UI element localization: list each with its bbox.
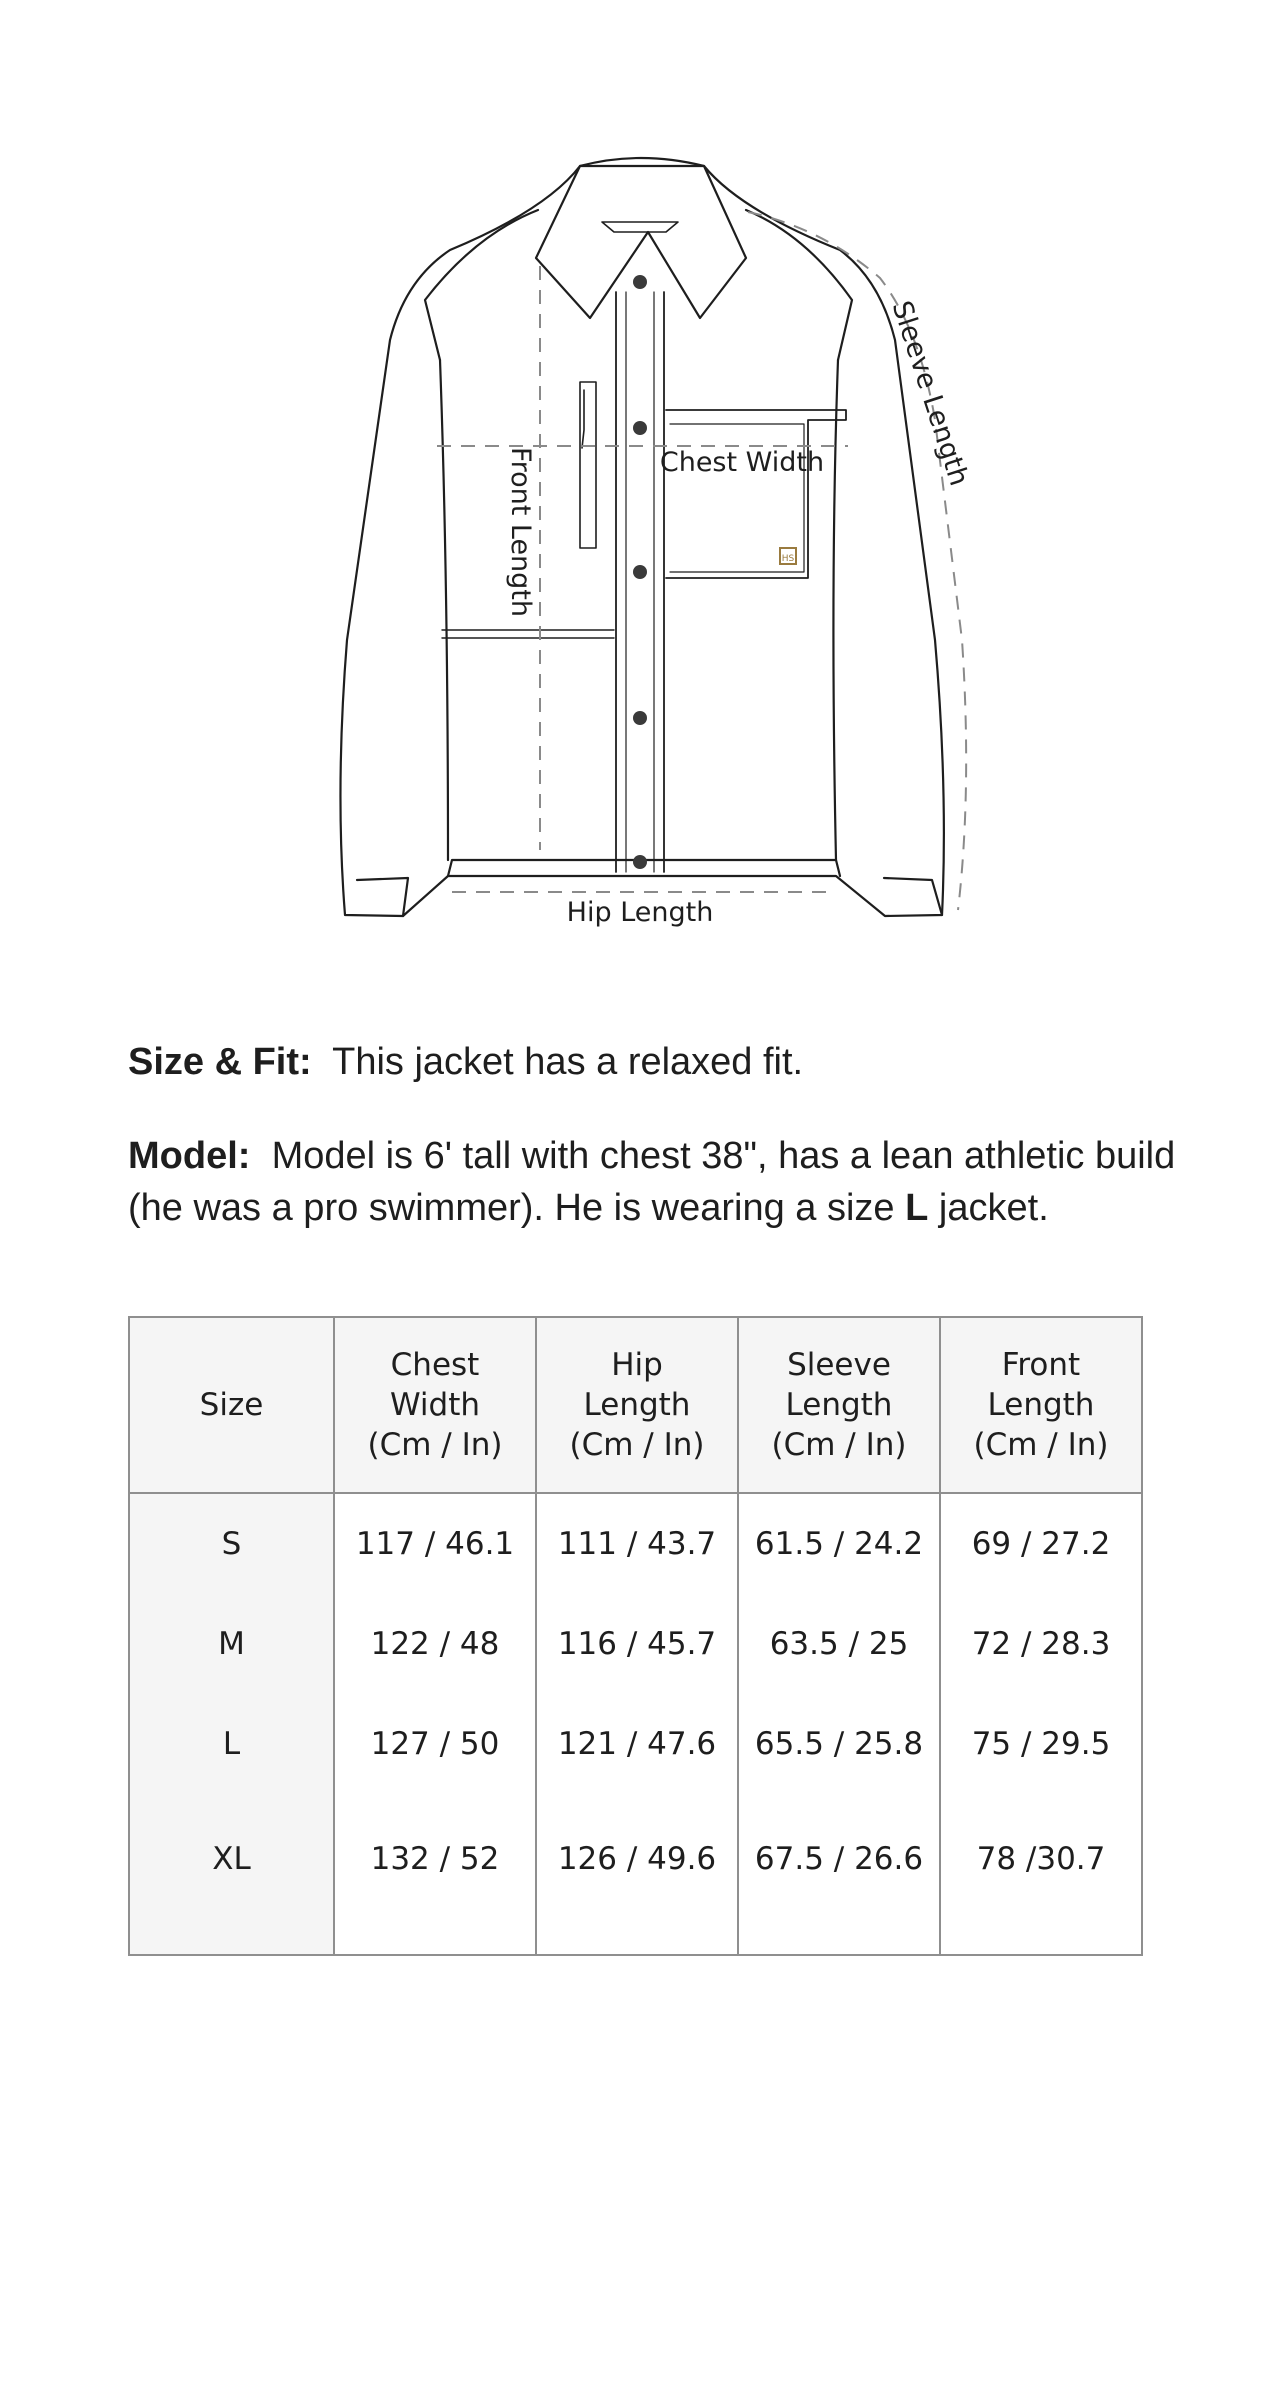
header-sleeve-length: Sleeve Length (Cm / In) (738, 1317, 940, 1493)
header-chest-width: Chest Width (Cm / In) (334, 1317, 536, 1493)
table-row (129, 1694, 1142, 1794)
svg-text:HS: HS (781, 554, 795, 564)
sleeve-length-cell: 63.5 / 25 (738, 1594, 940, 1694)
table-header-row (129, 1317, 1142, 1493)
hip-length-cell: 126 / 49.6 (536, 1794, 738, 1955)
collar (536, 158, 746, 318)
header-front-length: Front Length (Cm / In) (940, 1317, 1142, 1493)
chest-width-cell: 132 / 52 (334, 1794, 536, 1955)
size-fit-text: This jacket has a relaxed fit. (332, 1041, 804, 1083)
model-note (128, 1130, 1228, 1234)
model-text: Model is 6' tall with chest 38", has a lean athletic build (he was a pro swimmer). He is wearing a size (128, 1135, 1176, 1229)
chest-pocket (666, 410, 846, 578)
front-length-cell: 72 / 28.3 (940, 1594, 1142, 1694)
chest-width-label: Chest Width (659, 447, 825, 478)
front-length-cell: 75 / 29.5 (940, 1694, 1142, 1794)
size-cell: S (129, 1493, 334, 1594)
model-label: Model: (128, 1135, 251, 1177)
jacket-diagram (0, 0, 1282, 960)
header-size: Size (129, 1317, 334, 1493)
model-text-end: jacket. (938, 1187, 1049, 1229)
chest-width-cell: 117 / 46.1 (334, 1493, 536, 1594)
sleeve-length-label: Sleeve Length (885, 297, 975, 490)
zip-pocket (580, 382, 596, 548)
size-fit-note (128, 1036, 1228, 1088)
table-row (129, 1493, 1142, 1594)
front-length-label: Front Length (505, 446, 536, 618)
header-hip-length: Hip Length (Cm / In) (536, 1317, 738, 1493)
placket (616, 292, 664, 872)
hip-length-cell: 121 / 47.6 (536, 1694, 738, 1794)
hip-length-label: Hip Length (566, 897, 714, 928)
table-row (129, 1594, 1142, 1694)
size-cell: L (129, 1694, 334, 1794)
hip-length-cell: 116 / 45.7 (536, 1594, 738, 1694)
hip-length-cell: 111 / 43.7 (536, 1493, 738, 1594)
buttons (633, 275, 647, 869)
front-length-cell: 78 /30.7 (940, 1794, 1142, 1955)
size-fit-label: Size & Fit: (128, 1041, 312, 1083)
table-row (129, 1794, 1142, 1955)
size-cell: XL (129, 1794, 334, 1955)
front-length-cell: 69 / 27.2 (940, 1493, 1142, 1594)
size-cell: M (129, 1594, 334, 1694)
sleeve-length-cell: 65.5 / 25.8 (738, 1694, 940, 1794)
chest-width-cell: 122 / 48 (334, 1594, 536, 1694)
size-chart-table (128, 1316, 1143, 1956)
sleeve-length-cell: 61.5 / 24.2 (738, 1493, 940, 1594)
model-size: L (905, 1187, 929, 1229)
chest-width-cell: 127 / 50 (334, 1694, 536, 1794)
logo-icon (780, 548, 796, 564)
sleeve-length-cell: 67.5 / 26.6 (738, 1794, 940, 1955)
